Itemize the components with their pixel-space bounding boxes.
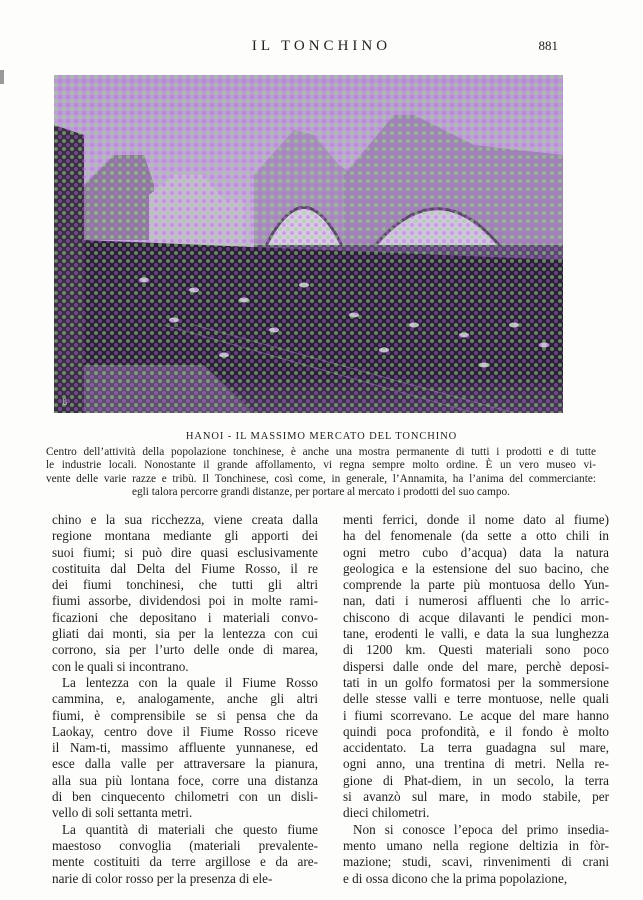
text-line: delle stesse valli e terre montuose, nelle quali	[343, 691, 609, 707]
text-line: comprende la parte più montuosa dello Yun-	[343, 577, 609, 593]
text-line: ficazioni che depositano i materiali convo-	[52, 609, 318, 625]
text-line: geologica e la estensione del suo bacino, che	[343, 560, 609, 576]
text-line: gliati dai monti, sia per la lentezza con cui	[52, 626, 318, 642]
text-line: i fiumi scorrevano. Le acque del mare hanno	[343, 707, 609, 723]
text-line: tane, erodenti le valli, e data la sua lunghezza	[343, 626, 609, 642]
text-line: tati in un golfo formatosi per la sommersione	[343, 674, 609, 690]
figure-title: HANOI - IL MASSIMO MERCATO DEL TONCHINO	[185, 431, 458, 442]
text-line: con le quali si incontrano.	[52, 658, 189, 674]
text-line: ogni metro cubo d’acqua) data la natura	[343, 544, 609, 560]
running-title: IL TONCHINO	[251, 38, 392, 54]
text-line: esce dalla valle per attraversare la pianura,	[52, 756, 318, 772]
text-line: mento umano nella regione deltizia in fòr-	[343, 837, 609, 853]
caption-line: egli talora percorre grandi distanze, per portare al mercato i prodotti del suo campo.	[132, 486, 510, 499]
text-line: dieci chilometri.	[343, 805, 430, 821]
text-line: Non si conosce l’epoca del primo insedia-	[353, 821, 609, 837]
page-number: 881	[538, 38, 558, 53]
text-line: corrono, sia per l’urto delle onde di marea,	[52, 642, 318, 658]
market-photograph	[54, 75, 563, 413]
plate-mark: ß	[62, 398, 68, 407]
scan-edge-mark	[0, 70, 4, 84]
text-line: ogni anno, una trentina di metri. Nella re-	[343, 756, 609, 772]
text-line: fiumi, è comprensibile se si pensa che da	[52, 707, 318, 723]
text-line: cammina, e, analogamente, anche gli altri	[52, 691, 318, 707]
body-column-left	[52, 512, 318, 887]
text-line: narie di color rosso per la presenza di ele-	[52, 870, 273, 886]
text-line: regione montana mediante gli apporti dei	[52, 528, 318, 544]
figure-caption	[46, 446, 596, 500]
text-line: chino e la sua ricchezza, viene creata dalla	[52, 512, 318, 527]
text-line: chiscono di acque dilavanti le pendici mon-	[343, 609, 609, 625]
text-line: maestoso convoglia (materiali prevalente-	[52, 837, 318, 853]
text-line: quindi poca profondità, e il fondo è molto	[343, 723, 609, 739]
text-line: e di ossa dicono che la prima popolazione,	[343, 870, 568, 886]
text-line: di 1200 km. Questi materiali sono poco	[343, 642, 609, 658]
text-line: gione di Phat-diem, in un secolo, la terra	[343, 772, 609, 788]
text-line: vello di soli settanta metri.	[52, 805, 193, 821]
text-line: fiumi assorbe, dividendosi poi in molte rami-	[52, 593, 318, 609]
caption-line: le industrie locali. Nonostante il grande affollamento, vi regna sempre molto ordine. È un vero museo vi-	[46, 459, 596, 472]
text-line: La quantità di materiali che questo fiume	[62, 821, 318, 837]
text-line: mazione; studi, scavi, rinvenimenti di crani	[343, 854, 609, 870]
text-line: La lentezza con la quale il Fiume Rosso	[62, 674, 318, 690]
text-line: costituita dal Delta del Fiume Rosso, il re	[52, 560, 318, 576]
text-line: dei fiumi tonchinesi, che tutti gli altri	[52, 577, 318, 593]
text-line: dispersi dalle onde del mare, perchè deposi-	[343, 658, 609, 674]
text-line: di ben cinquecento chilometri con un disli-	[52, 789, 318, 805]
body-column-right	[343, 512, 609, 887]
text-line: accidentato. La terra guadagna sul mare,	[343, 740, 609, 756]
text-line: suoi fiumi; si può dire quasi esclusivamente	[52, 544, 318, 560]
text-line: il Nam-ti, massimo affluente yunnanese, ed	[52, 740, 318, 756]
market-photo-illustration	[54, 75, 563, 413]
text-line: mente costituiti da terre argillose e da are-	[52, 854, 318, 870]
text-line: Laokay, centro dove il Fiume Rosso riceve	[52, 723, 318, 739]
text-line: alla sua più lontana foce, corre una distanza	[52, 772, 318, 788]
caption-line: vente delle varie razze e tribù. Il Tonchinese, così come, in generale, l’Annamita, ha l’anima del commerciante:	[46, 472, 596, 485]
text-line: si avanzò sul mare, in modo stabile, per	[343, 789, 609, 805]
caption-line: Centro dell’attività della popolazione tonchinese, è anche una mostra permanente di tutti i prodotti e di tutte	[46, 446, 596, 458]
text-line: nan, dati i numerosi affluenti che lo arric-	[343, 593, 609, 609]
halftone-texture	[54, 75, 563, 413]
text-line: ha del fenomenale (da sette a otto chili in	[343, 528, 609, 544]
text-line: menti ferrici, donde il nome dato al fiume)	[343, 512, 609, 527]
page-header	[0, 38, 643, 58]
